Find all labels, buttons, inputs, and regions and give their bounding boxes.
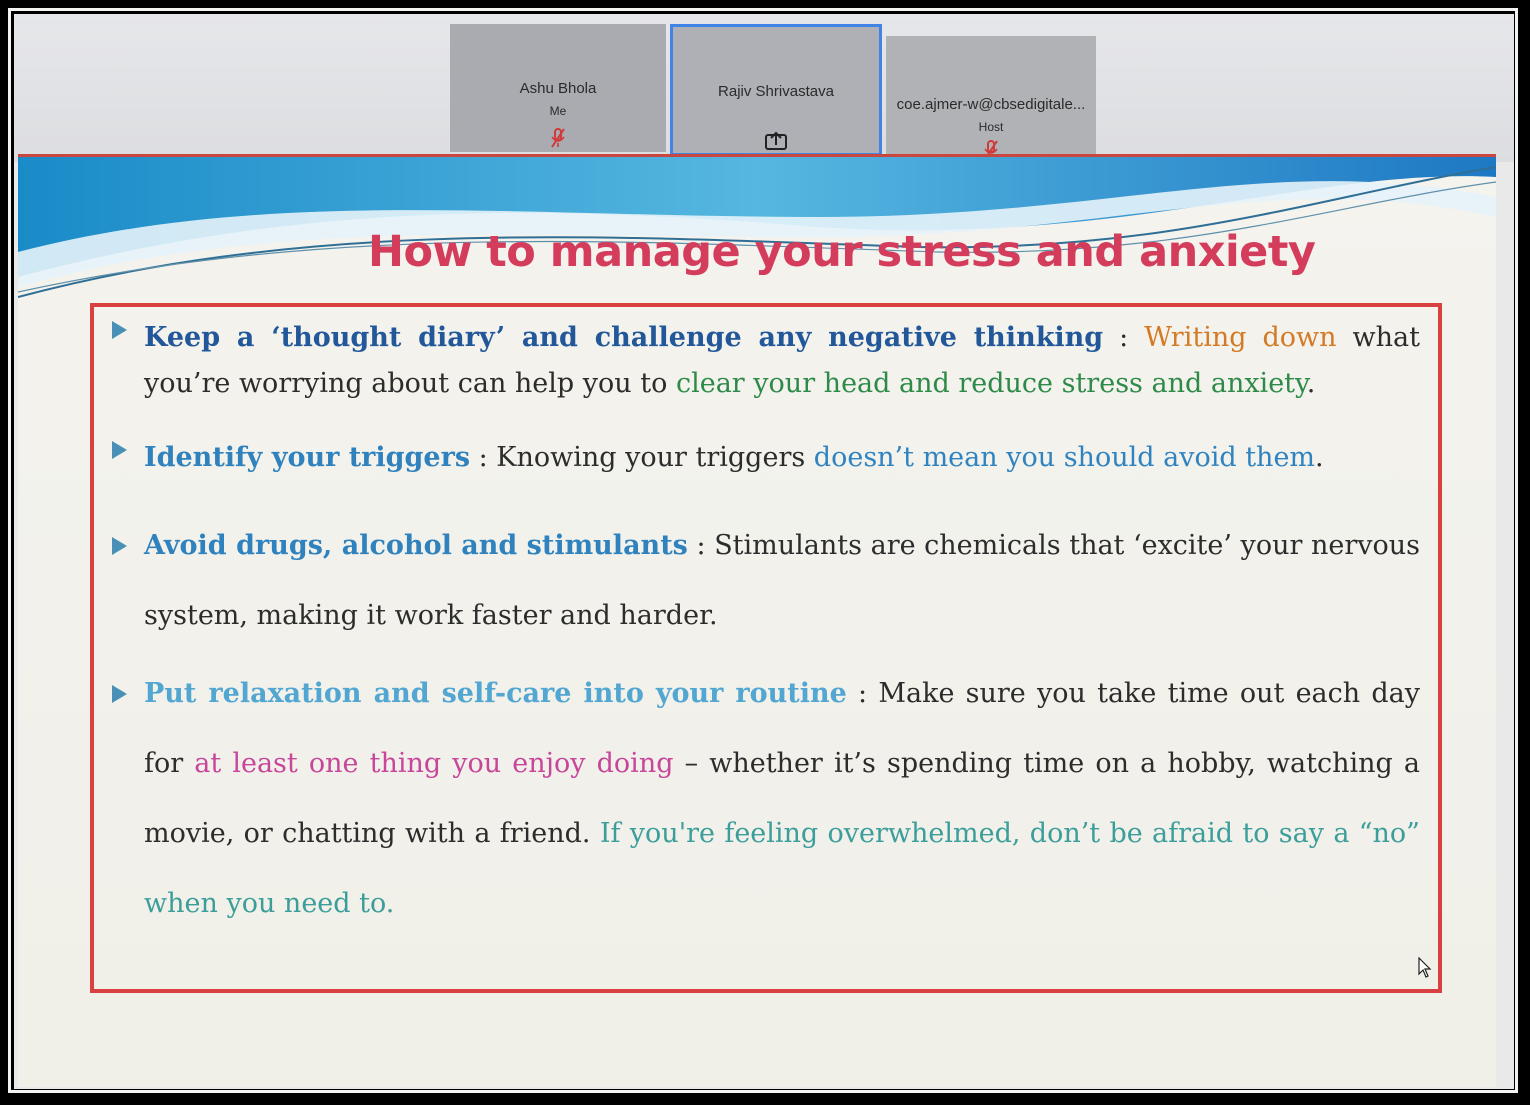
bullet-text: . [1315, 442, 1324, 473]
bullet-item [112, 511, 1420, 651]
mouse-cursor-icon [1418, 957, 1432, 979]
participant-role: Host [978, 120, 1004, 134]
share-screen-icon [765, 131, 787, 151]
bullet-text: If you're feeling overwhelmed, don’t be afraid to say a “no” when you need to. [144, 818, 1420, 919]
bullet-text: Make sure you take time out each day for [144, 678, 1420, 779]
bullet-text: doesn’t mean you should avoid them [813, 442, 1316, 473]
bullet-item [112, 315, 1420, 407]
bullet-separator: : [470, 442, 497, 473]
bullet-text: . [1306, 368, 1316, 399]
bullet-arrow-icon [112, 321, 127, 339]
slide-title: How to manage your stress and anxiety [368, 227, 1316, 277]
bullet-item [112, 659, 1420, 939]
mic-muted-icon [551, 128, 565, 148]
bullet-heading: Put relaxation and self-care into your routine [144, 678, 847, 709]
bullet-text: Writing down [1144, 322, 1337, 353]
bullet-arrow-icon [112, 537, 127, 555]
bullet-item [112, 435, 1420, 481]
participant-name: coe.ajmer-w@cbsedigitale... [896, 96, 1086, 113]
content-box [90, 303, 1442, 993]
bullet-heading: Keep a ‘thought diary’ and challenge any negative thinking [144, 322, 1104, 353]
participant-tile-host[interactable] [886, 36, 1096, 160]
bullet-arrow-icon [112, 441, 127, 459]
participant-name: Ashu Bhola [519, 80, 597, 97]
bullet-text: clear your head and reduce stress and anxiety [675, 368, 1307, 399]
bullet-text: – whether it’s spending time on a hobby, watching a movie, or chatting with a friend. [144, 748, 1420, 849]
bullet-text: what you’re worrying about can help you to [144, 322, 1420, 399]
bullet-heading: Avoid drugs, alcohol and stimulants [144, 530, 688, 561]
bullet-arrow-icon [112, 685, 127, 703]
bullet-separator: : [1103, 322, 1145, 353]
participant-name: Rajiv Shrivastava [718, 83, 834, 100]
bullet-text: at least one thing you enjoy doing [194, 748, 674, 779]
bullet-text: Stimulants are chemicals that ‘excite’ your nervous system, making it work faster and harder. [144, 530, 1420, 631]
bullet-text: Knowing your triggers [496, 442, 814, 473]
meeting-screen [14, 14, 1514, 1089]
bullet-heading: Identify your triggers [144, 442, 471, 473]
participant-tile-ashu-bhola[interactable] [450, 24, 666, 152]
participant-strip [14, 14, 1514, 162]
participant-role: Me [549, 104, 567, 118]
bullet-separator: : [846, 678, 879, 709]
shared-slide [18, 154, 1496, 1087]
participant-tile-rajiv-shrivastava[interactable] [670, 24, 882, 156]
bullet-separator: : [687, 530, 715, 561]
